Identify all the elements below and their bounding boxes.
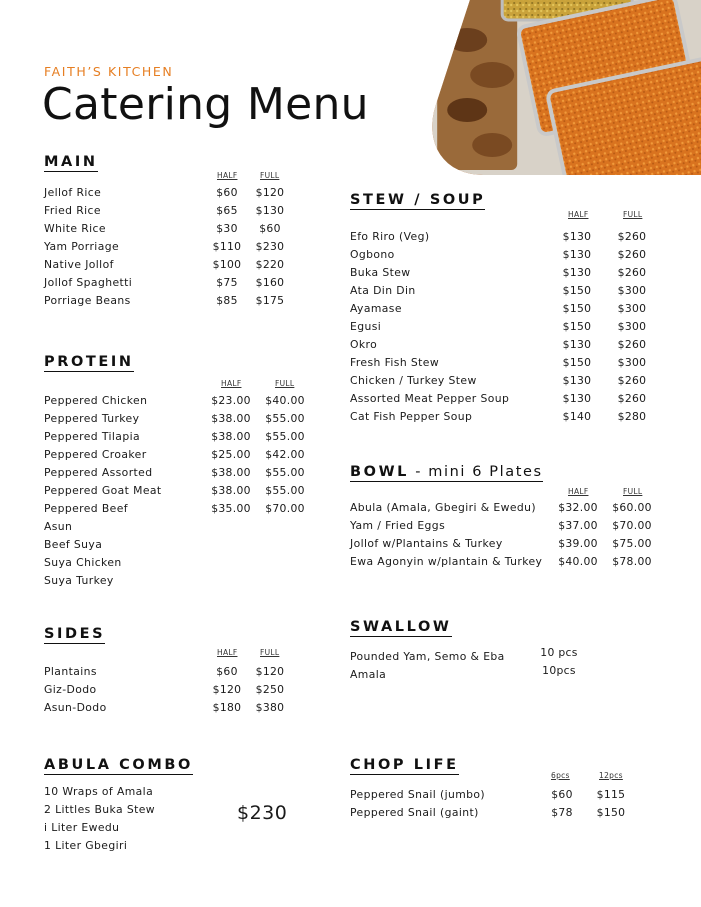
menu-item-price-full: $75.00 [612, 537, 652, 550]
menu-item-name: Fried Rice [44, 204, 101, 217]
menu-item-name: Jellof Rice [44, 186, 102, 199]
col-header-6pcs: 6pcs [551, 771, 570, 780]
food-trays-image [413, 0, 701, 175]
menu-item-name: Peppered Goat Meat [44, 484, 162, 497]
combo-line: 2 Littles Buka Stew [44, 803, 156, 816]
col-header-half: HALF [568, 210, 589, 219]
menu-item-price-full: $78.00 [612, 555, 652, 568]
menu-item-price-half: $38.00 [211, 466, 251, 479]
abula-combo-price: $230 [237, 802, 288, 824]
menu-item-name: Peppered Chicken [44, 394, 148, 407]
menu-item-price-half: $40.00 [558, 555, 598, 568]
menu-item-price-half: $110 [212, 240, 242, 253]
menu-item-price-half: $130 [562, 338, 592, 351]
menu-item-name: Yam Porriage [44, 240, 120, 253]
section-heading-swallow: SWALLOW [350, 619, 452, 635]
section-heading-abula-combo: ABULA COMBO [44, 757, 193, 773]
menu-item-price-half: $85 [216, 294, 238, 307]
menu-item-price-half: $35.00 [211, 502, 251, 515]
menu-item-price-full: $230 [255, 240, 285, 253]
menu-item-name: Suya Turkey [44, 574, 114, 587]
section-heading-chop-life: CHOP LIFE [350, 757, 459, 773]
menu-item-price-half: $75 [216, 276, 238, 289]
menu-item-price-a: $78 [551, 806, 573, 819]
col-header-half: HALF [217, 171, 238, 180]
col-header-half: HALF [568, 487, 589, 496]
menu-item-price-full: $220 [255, 258, 285, 271]
brand-name: FAITH’S KITCHEN [44, 64, 174, 79]
menu-item-name: Amala [350, 668, 387, 681]
combo-line: 1 Liter Gbegiri [44, 839, 128, 852]
menu-item-name: Giz-Dodo [44, 683, 97, 696]
menu-item-name: Efo Riro (Veg) [350, 230, 430, 243]
col-header-full: FULL [260, 648, 280, 657]
menu-item-price-full: $70.00 [612, 519, 652, 532]
menu-item-name: Asun-Dodo [44, 701, 107, 714]
menu-item-price-full: $250 [255, 683, 285, 696]
menu-item-price-full: $380 [255, 701, 285, 714]
col-header-full: FULL [275, 379, 295, 388]
menu-item-price-full: $130 [255, 204, 285, 217]
menu-item-price-half: $140 [562, 410, 592, 423]
combo-line: 10 Wraps of Amala [44, 785, 154, 798]
menu-item-price-half: $25.00 [211, 448, 251, 461]
bowl-subheading: - mini 6 Plates [409, 464, 543, 480]
menu-item-name: Plantains [44, 665, 97, 678]
menu-item-price-full: $260 [617, 248, 647, 261]
menu-item-price-full: $260 [617, 392, 647, 405]
menu-item-name: Peppered Croaker [44, 448, 147, 461]
section-heading-stew-soup: STEW / SOUP [350, 192, 486, 208]
menu-item-price-half: $38.00 [211, 412, 251, 425]
menu-item-price-half: $150 [562, 320, 592, 333]
menu-item-qty: 10pcs [542, 664, 576, 677]
menu-item-price-half: $130 [562, 392, 592, 405]
menu-item-price-half: $150 [562, 302, 592, 315]
col-header-full: FULL [260, 171, 280, 180]
menu-item-name: Egusi [350, 320, 382, 333]
menu-item-price-half: $130 [562, 230, 592, 243]
menu-item-price-half: $150 [562, 356, 592, 369]
menu-item-name: Chicken / Turkey Stew [350, 374, 477, 387]
menu-item-price-full: $42.00 [265, 448, 305, 461]
col-header-12pcs: 12pcs [599, 771, 623, 780]
menu-item-price-half: $32.00 [558, 501, 598, 514]
menu-item-price-full: $60.00 [612, 501, 652, 514]
menu-item-name: Ewa Agonyin w/plantain & Turkey [350, 555, 543, 568]
menu-item-price-full: $55.00 [265, 412, 305, 425]
menu-item-name: Ogbono [350, 248, 395, 261]
menu-item-name: Native Jollof [44, 258, 114, 271]
menu-item-name: Beef Suya [44, 538, 103, 551]
menu-item-name: Peppered Snail (gaint) [350, 806, 479, 819]
menu-item-price-full: $280 [617, 410, 647, 423]
menu-item-name: Ayamase [350, 302, 402, 315]
menu-item-price-full: $160 [255, 276, 285, 289]
menu-item-price-half: $30 [216, 222, 238, 235]
menu-item-price-full: $300 [617, 320, 647, 333]
menu-item-price-full: $300 [617, 356, 647, 369]
menu-item-name: Peppered Snail (jumbo) [350, 788, 486, 801]
menu-item-price-full: $260 [617, 230, 647, 243]
menu-item-name: Jollof w/Plantains & Turkey [350, 537, 503, 550]
menu-item-price-full: $60 [259, 222, 281, 235]
menu-item-price-full: $260 [617, 374, 647, 387]
menu-item-name: Abula (Amala, Gbegiri & Ewedu) [350, 501, 536, 514]
menu-item-price-full: $55.00 [265, 430, 305, 443]
menu-item-price-full: $300 [617, 302, 647, 315]
menu-item-name: Yam / Fried Eggs [350, 519, 446, 532]
menu-item-name: Peppered Turkey [44, 412, 140, 425]
menu-item-name: Asun [44, 520, 73, 533]
col-header-full: FULL [623, 487, 643, 496]
menu-item-price-half: $130 [562, 374, 592, 387]
menu-item-price-half: $37.00 [558, 519, 598, 532]
menu-item-price-half: $38.00 [211, 484, 251, 497]
menu-item-name: Peppered Tilapia [44, 430, 140, 443]
menu-item-price-half: $100 [212, 258, 242, 271]
menu-item-price-full: $55.00 [265, 466, 305, 479]
menu-item-name: Pounded Yam, Semo & Eba [350, 650, 505, 663]
col-header-half: HALF [221, 379, 242, 388]
menu-item-price-b: $150 [596, 806, 626, 819]
section-heading-main: MAIN [44, 154, 98, 170]
page-title: Catering Menu [42, 79, 369, 130]
menu-item-price-full: $260 [617, 338, 647, 351]
menu-item-price-half: $23.00 [211, 394, 251, 407]
menu-item-price-half: $150 [562, 284, 592, 297]
menu-item-name: Assorted Meat Pepper Soup [350, 392, 510, 405]
menu-item-price-half: $180 [212, 701, 242, 714]
col-header-half: HALF [217, 648, 238, 657]
menu-item-price-full: $55.00 [265, 484, 305, 497]
menu-item-price-full: $40.00 [265, 394, 305, 407]
menu-item-price-half: $130 [562, 266, 592, 279]
menu-item-price-half: $39.00 [558, 537, 598, 550]
menu-item-name: White Rice [44, 222, 106, 235]
menu-item-price-half: $60 [216, 186, 238, 199]
menu-item-price-half: $65 [216, 204, 238, 217]
menu-item-name: Porriage Beans [44, 294, 131, 307]
menu-item-price-b: $115 [596, 788, 626, 801]
menu-item-price-full: $70.00 [265, 502, 305, 515]
menu-item-name: Peppered Assorted [44, 466, 153, 479]
menu-item-price-full: $120 [255, 665, 285, 678]
menu-item-name: Okro [350, 338, 378, 351]
menu-item-name: Jollof Spaghetti [44, 276, 133, 289]
col-header-full: FULL [623, 210, 643, 219]
menu-item-price-full: $260 [617, 266, 647, 279]
menu-item-name: Buka Stew [350, 266, 411, 279]
combo-line: i Liter Ewedu [44, 821, 120, 834]
menu-item-price-a: $60 [551, 788, 573, 801]
menu-item-name: Suya Chicken [44, 556, 122, 569]
menu-item-price-half: $60 [216, 665, 238, 678]
section-heading-protein: PROTEIN [44, 354, 134, 370]
menu-item-name: Ata Din Din [350, 284, 416, 297]
bowl-heading: BOWL [350, 464, 410, 480]
menu-item-price-half: $38.00 [211, 430, 251, 443]
menu-item-qty: 10 pcs [540, 646, 578, 659]
menu-item-name: Fresh Fish Stew [350, 356, 440, 369]
menu-item-name: Cat Fish Pepper Soup [350, 410, 473, 423]
section-heading-bowl [350, 464, 543, 482]
menu-item-price-half: $130 [562, 248, 592, 261]
menu-item-name: Peppered Beef [44, 502, 128, 515]
menu-item-price-full: $120 [255, 186, 285, 199]
section-heading-sides: SIDES [44, 626, 106, 642]
menu-item-price-full: $300 [617, 284, 647, 297]
menu-item-price-half: $120 [212, 683, 242, 696]
menu-item-price-full: $175 [255, 294, 285, 307]
food-photo [413, 0, 701, 175]
